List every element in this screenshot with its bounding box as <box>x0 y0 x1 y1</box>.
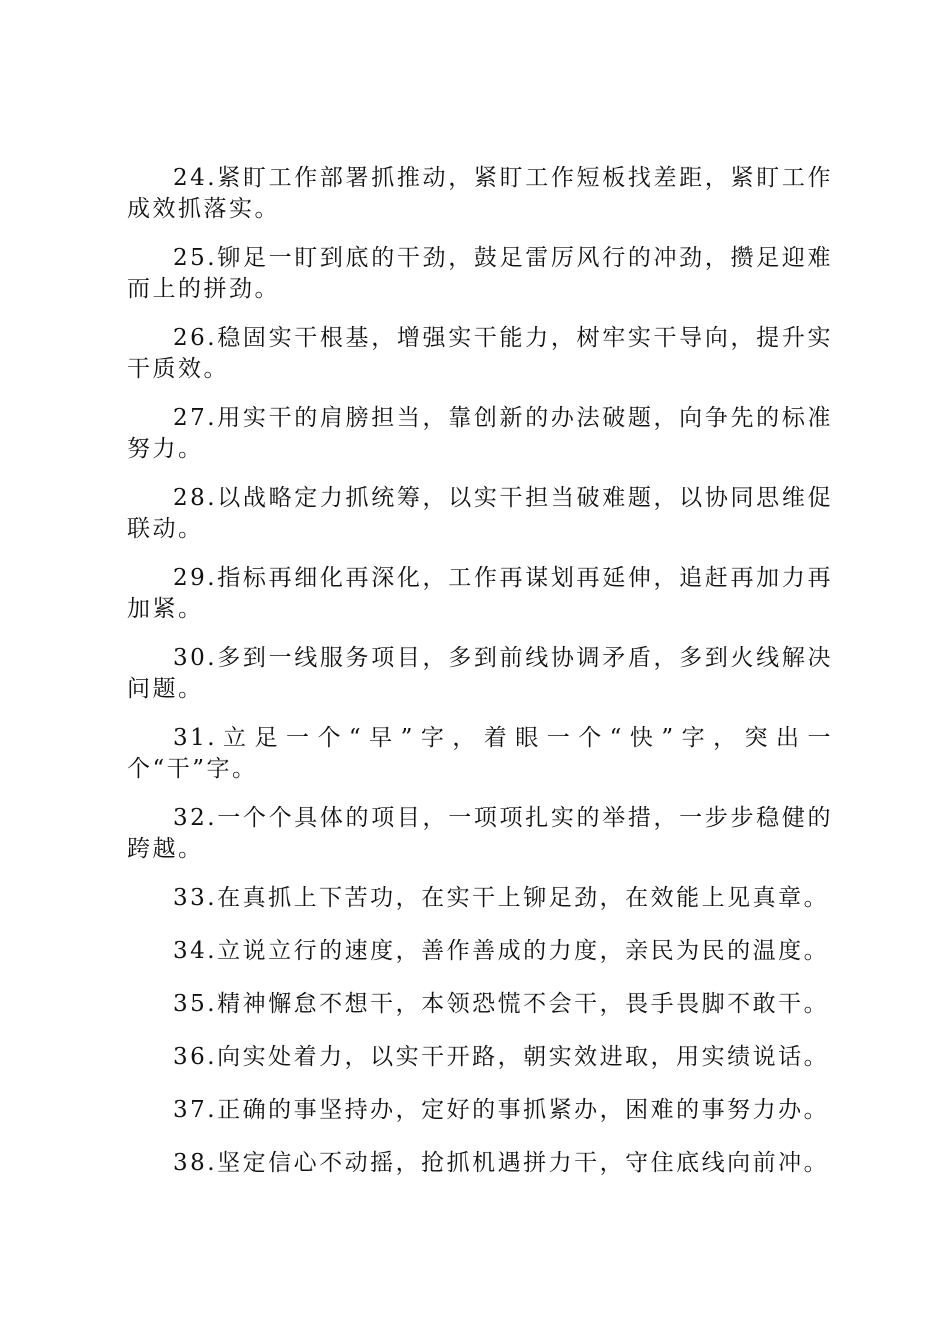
list-item-37: 37.正确的事坚持办，定好的事抓紧办，困难的事努力办。 <box>173 1097 830 1123</box>
list-item-34: 34.立说立行的速度，善作善成的力度，亲民为民的温度。 <box>173 938 830 964</box>
list-item-25: 25.铆足一盯到底的干劲，鼓足雷厉风行的冲劲，攒足迎难而上的拼劲。 <box>127 245 833 302</box>
list-item-33: 33.在真抓上下苦功，在实干上铆足劲，在效能上见真章。 <box>173 885 830 911</box>
document-body <box>127 163 833 1201</box>
list-item-31: 31.立足一个“早”字，着眼一个“快”字，突出一个“干”字。 <box>127 725 833 782</box>
list-item-36: 36.向实处着力，以实干开路，朝实效进取，用实绩说话。 <box>173 1044 830 1070</box>
list-item-32: 32.一个个具体的项目，一项项扎实的举措，一步步稳健的跨越。 <box>127 805 833 862</box>
list-item-30: 30.多到一线服务项目，多到前线协调矛盾，多到火线解决问题。 <box>127 645 833 702</box>
list-item-26: 26.稳固实干根基，增强实干能力，树牢实干导向，提升实干质效。 <box>127 325 833 382</box>
list-item-24: 24.紧盯工作部署抓推动，紧盯工作短板找差距，紧盯工作成效抓落实。 <box>127 165 833 222</box>
list-item-29: 29.指标再细化再深化，工作再谋划再延伸，追赶再加力再加紧。 <box>127 565 833 622</box>
list-item-27: 27.用实干的肩膀担当，靠创新的办法破题，向争先的标准努力。 <box>127 405 833 462</box>
list-item-38: 38.坚定信心不动摇，抢抓机遇拼力干，守住底线向前冲。 <box>173 1150 830 1176</box>
list-item-28: 28.以战略定力抓统筹，以实干担当破难题，以协同思维促联动。 <box>127 485 833 542</box>
list-item-35: 35.精神懈怠不想干，本领恐慌不会干，畏手畏脚不敢干。 <box>173 991 830 1017</box>
